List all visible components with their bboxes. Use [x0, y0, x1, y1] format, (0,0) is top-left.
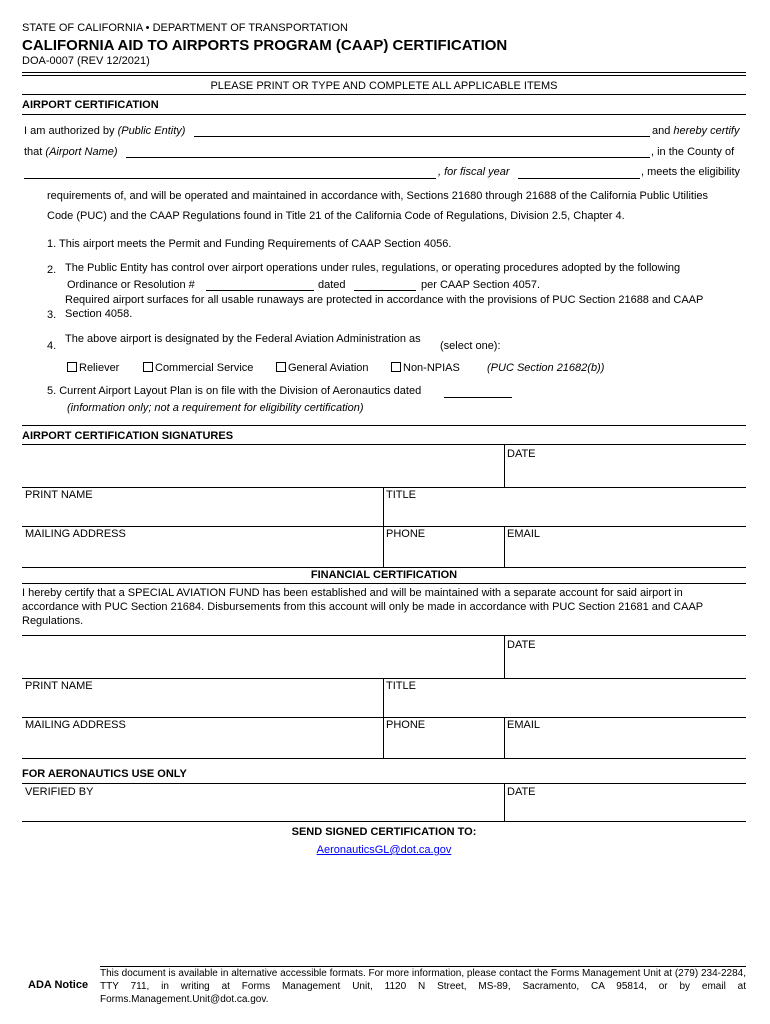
financial-text-3: Regulations.: [22, 615, 84, 627]
aero-date-label: DATE: [507, 786, 536, 798]
cert-paragraph-2: Code (PUC) and the CAAP Regulations found in Title 21 of the California Code of Regulations, Division 2.5, Chapter 4.: [47, 210, 625, 222]
item-2-number: 2.: [47, 264, 57, 276]
item-4-number: 4.: [47, 340, 57, 352]
fin-print-name-label: PRINT NAME: [25, 680, 93, 692]
cert-line-1: I am authorized by (Public Entity): [24, 125, 186, 137]
fin-email-label: EMAIL: [507, 719, 541, 731]
item-3-text-cont: Section 4058.: [65, 308, 133, 320]
dated-label: dated: [318, 279, 346, 291]
divider: [504, 717, 505, 758]
financial-signature-field[interactable]: [22, 637, 502, 677]
item-5-note: (information only; not a requirement for eligibility certification): [67, 402, 364, 414]
divider: [22, 94, 746, 95]
sig-date-label: DATE: [507, 448, 536, 460]
send-email-row: [22, 844, 746, 856]
divider: [504, 526, 505, 567]
cert-line-1-end: and hereby certify: [652, 125, 740, 137]
aero-use-heading: FOR AERONAUTICS USE ONLY: [22, 768, 187, 780]
public-entity-field[interactable]: [194, 136, 650, 137]
item-3-number: 3.: [47, 309, 57, 321]
fin-date-label: DATE: [507, 639, 536, 651]
sig-phone-label: PHONE: [386, 528, 426, 540]
ada-label: ADA Notice: [28, 979, 89, 991]
divider: [22, 678, 746, 679]
ordinance-date-field[interactable]: [354, 290, 416, 291]
divider: [504, 635, 505, 678]
sig-print-name-label: PRINT NAME: [25, 489, 93, 501]
checkbox-icon[interactable]: [67, 362, 77, 372]
checkbox-icon[interactable]: [276, 362, 286, 372]
item-4-text: The above airport is designated by the Federal Aviation Administration as: [65, 333, 421, 345]
divider: [504, 783, 505, 821]
sig-title-label: TITLE: [386, 489, 416, 501]
divider: [22, 583, 746, 584]
fin-phone-label: PHONE: [386, 719, 426, 731]
divider: [22, 444, 746, 445]
option-commercial-service[interactable]: Commercial Service: [143, 362, 253, 374]
divider: [22, 526, 746, 527]
ordinance-field[interactable]: [206, 290, 314, 291]
divider: [22, 72, 746, 73]
sig-email-label: EMAIL: [507, 528, 541, 540]
option-reliever[interactable]: Reliever: [67, 362, 119, 374]
agency-header: STATE OF CALIFORNIA • DEPARTMENT OF TRANSPORTATION: [22, 22, 348, 34]
fiscal-year-field[interactable]: [518, 178, 640, 179]
divider: [22, 821, 746, 822]
item-1: 1. This airport meets the Permit and Funding Requirements of CAAP Section 4056.: [47, 238, 452, 250]
ordinance-label: Ordinance or Resolution #: [67, 279, 195, 291]
fin-mailing-address-label: MAILING ADDRESS: [25, 719, 126, 731]
puc-note: (PUC Section 21682(b)): [487, 362, 605, 374]
option-non-npias[interactable]: Non-NPIAS: [391, 362, 460, 374]
divider: [22, 114, 746, 115]
item-2-text: The Public Entity has control over airport operations under rules, regulations, or operating procedures adopted by the following: [65, 262, 681, 274]
checkbox-icon[interactable]: [391, 362, 401, 372]
county-field[interactable]: [24, 178, 436, 179]
signatures-heading: AIRPORT CERTIFICATION SIGNATURES: [22, 430, 234, 442]
layout-plan-date-field[interactable]: [444, 397, 512, 398]
divider: [22, 717, 746, 718]
divider: [22, 567, 746, 568]
divider: [22, 783, 746, 784]
item-3-text: Required airport surfaces for all usable runaways are protected in accordance with the provisions of PUC Section 21688 and CAAP: [65, 294, 704, 306]
airport-name-field[interactable]: [126, 157, 650, 158]
divider: [504, 444, 505, 487]
county-label: , in the County of: [651, 146, 735, 158]
divider: [22, 425, 746, 426]
cert-line-2: that (Airport Name): [24, 146, 118, 158]
financial-text-2: accordance with PUC Section 21684. Disbursements from this account will only be made in accordance with PUC Section 21681 and CAAP: [22, 601, 704, 613]
fiscal-year-label: , for fiscal year: [438, 166, 510, 178]
fin-title-label: TITLE: [386, 680, 416, 692]
form-id: DOA-0007 (REV 12/2021): [22, 55, 150, 67]
instructions: PLEASE PRINT OR TYPE AND COMPLETE ALL APPLICABLE ITEMS: [210, 80, 558, 92]
financial-heading: FINANCIAL CERTIFICATION: [310, 569, 458, 581]
form-title: CALIFORNIA AID TO AIRPORTS PROGRAM (CAAP) CERTIFICATION: [22, 37, 508, 54]
signature-field[interactable]: [22, 446, 502, 486]
airport-cert-heading: AIRPORT CERTIFICATION: [22, 99, 159, 111]
divider: [22, 75, 746, 76]
cert-paragraph-1: requirements of, and will be operated and maintained in accordance with, Sections 21680 through 21688 of the California Public Utilities: [47, 190, 709, 202]
ada-notice-text: This document is available in alternative accessible formats. For more information, please contact the Forms Management Unit at (279) 234-2284, TTY 711, in writing at Forms Management Unit, 1120 N Street, MS-89, Sacramento, CA 95814, or by email at Forms.Management.Unit@dot.ca.gov.: [100, 968, 746, 1005]
option-general-aviation[interactable]: General Aviation: [276, 362, 369, 374]
divider: [22, 487, 746, 488]
aeronautics-email-link[interactable]: AeronauticsGL@dot.ca.gov: [316, 844, 452, 856]
divider: [383, 678, 384, 758]
eligibility-label: , meets the eligibility: [641, 166, 741, 178]
verified-by-label: VERIFIED BY: [25, 786, 94, 798]
divider: [22, 635, 746, 636]
checkbox-icon[interactable]: [143, 362, 153, 372]
financial-text-1: I hereby certify that a SPECIAL AVIATION FUND has been established and will be maintained with a separate account for said airport in: [22, 587, 683, 599]
section-4057-label: per CAAP Section 4057.: [421, 279, 541, 291]
select-one-label: (select one):: [440, 340, 501, 352]
divider: [383, 487, 384, 567]
sig-mailing-address-label: MAILING ADDRESS: [25, 528, 126, 540]
send-heading: SEND SIGNED CERTIFICATION TO:: [291, 826, 477, 838]
divider: [22, 758, 746, 759]
item-5-text: 5. Current Airport Layout Plan is on file with the Division of Aeronautics dated: [47, 385, 422, 397]
